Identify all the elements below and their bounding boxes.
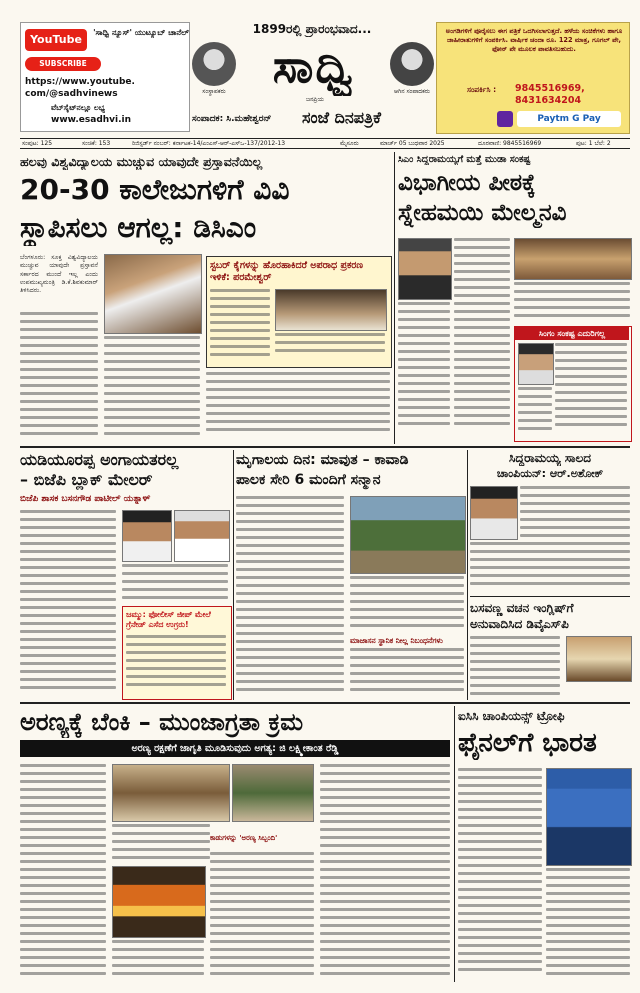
subscription-ad-text: ಅಂಗಡಿಗಳಿಗೆ ಪೂರೈಸಲು ಈಗ ಪತ್ರಿಕೆ ಒದಗಿಸಲಾಗುತ್ತದೆ. ಹಳೆಯ ಸಂಚಿಕೆಗಳು ಹಾಗೂ ಜಾಹೀರಾತುಗಳಿಗೆ ಸಂಪರ್ಕಿಸಿ. ವಾರ್ಷಿಕ ಚಂದಾ ರೂ. 122 ಮಾತ್ರ, ಗೂಗಲ್ ಪೇ, ಫೋನ್ ಪೇ ಮೂಲಕ ಪಾವತಿಸಬಹುದು.: [445, 27, 623, 53]
editor-line: ಸಂಪಾದಕ: ಸಿ.ಮಹೇಶ್ವರನ್: [192, 114, 272, 124]
ashok-kicker: ಸಿದ್ದರಾಮಯ್ಯ ಸಾಲದ: [508, 451, 592, 465]
snehamayi-photo: [398, 238, 452, 300]
cricket-photo: [546, 768, 632, 866]
ashok-story: [470, 450, 630, 700]
assembly-photo: [275, 289, 387, 331]
parameshwar-inset: [206, 256, 392, 368]
cricket-kicker: ಐಸಿಸಿ ಚಾಂಪಿಯನ್ಸ್ ಟ್ರೋಫಿ: [458, 709, 565, 723]
contact-phone-2: 8431634204: [515, 95, 582, 106]
youtube-promo-text: 'ಸಾಧ್ವಿ ನ್ಯೂಸ್' ಯುಟ್ಯೂಬ್ ಚಾನೆಲ್: [93, 28, 189, 37]
masthead: [20, 22, 630, 150]
singham-text-b: [518, 387, 552, 437]
lead-photo: [104, 254, 202, 334]
yediyurappa-sub: ಬಿಜೆಪಿ ಶಾಸಕ ಬಸನಗೌಡ ಪಾಟೀಲ್ ಯತ್ನಾಳ್: [20, 494, 151, 504]
youtube-url-line1[interactable]: https://www.youtube.: [25, 77, 135, 87]
snehamayi-headline-line2: ಸ್ನೇಹಮಯಿ ಮೇಲ್ಮನವಿ: [398, 200, 567, 226]
basava-headline-line1: ಬಸವಣ್ಣ ವಚನ ಇಂಗ್ಲಿಷ್‌ಗೆ: [470, 601, 574, 615]
forest-meeting-photo: [112, 764, 230, 822]
founder-portrait-right: [390, 42, 434, 86]
yatnal-photo: [122, 510, 172, 562]
snehamayi-story: [398, 152, 630, 444]
volume-number: ಸಂಪುಟ: 125: [22, 140, 53, 147]
singham-photo: [518, 343, 554, 385]
city: ಮೈಸೂರು: [340, 140, 359, 147]
yediyurappa-column-2: [122, 564, 228, 604]
website-url[interactable]: www.esadhvi.in: [51, 115, 132, 125]
sub-brand: ಜನಪ್ರಿಯ: [306, 96, 324, 103]
forest-column-1: [20, 764, 106, 980]
parameshwar-inset-col-1: [210, 289, 270, 363]
forest-officers-photo: [232, 764, 314, 822]
forest-column-3: [210, 852, 314, 980]
snehamayi-column-2: [514, 282, 630, 326]
yediyurappa-headline-line2: – ಬಿಜೆಪಿ ಬ್ಲಾಕ್ ಮೇಲರ್: [20, 470, 153, 489]
column-divider-3: [467, 450, 468, 700]
cricket-headline: ಫೈನಲ್‌ಗೆ ಭಾರತ: [458, 728, 597, 758]
zoo-column-3: [350, 648, 464, 698]
issue-number: ಸಂಚಿಕೆ: 153: [82, 140, 111, 147]
ashok-photo: [470, 486, 518, 540]
office-phone: ದೂರವಾಣಿ: 9845516969: [478, 140, 542, 147]
column-divider-main: [394, 152, 395, 444]
founder-right-label: ಆಗಿನ ಸಂಪಾದಕರು: [394, 88, 430, 95]
ashok-basava-rule: [470, 596, 630, 597]
zoo-headline-line1: ಮೃಗಾಲಯ ದಿನ: ಮಾವುತ – ಕಾವಾಡಿ: [236, 452, 409, 468]
contact-label: ಸಂಪರ್ಕಿಸಿ :: [467, 85, 497, 94]
lead-headline-line1: 20-30 ಕಾಲೇಜುಗಳಿಗೆ ವಿವಿ: [20, 173, 290, 206]
lead-story: [20, 152, 392, 444]
column-divider-4: [454, 706, 455, 982]
ashok-column-2: [470, 542, 630, 594]
yediyurappa-photo: [174, 510, 230, 562]
snehamayi-column-1b: [398, 302, 450, 438]
lead-body-column-1: [20, 312, 98, 442]
evening-daily: ಸಂಜೆ ದಿನಪತ್ರಿಕೆ: [302, 108, 382, 127]
forest-column-3b: [112, 940, 204, 980]
singham-subhead: ಸಿಂಗಂ ಸಂಕಷ್ಟ ಎದುರಿಗಲ್ಲ: [515, 327, 629, 340]
youtube-url-line2[interactable]: com/@sadhvinews: [25, 89, 118, 99]
payment-logos: Paytm G Pay: [517, 111, 621, 127]
zoo-column-1: [236, 496, 344, 698]
forest-column-2: [112, 824, 210, 864]
forest-fire-photo: [112, 866, 206, 938]
zoo-photo: [350, 496, 466, 574]
lead-body-column-3: [206, 372, 390, 442]
lead-headline-line2: ಸ್ಥಾಪಿಸಲು ಆಗಲ್ಲ: ಡಿಸಿಎಂ: [20, 211, 257, 244]
basava-photo: [566, 636, 632, 682]
paper-name: ಸಾಧ್ವಿ: [272, 39, 356, 93]
section-rule-1: [20, 446, 630, 448]
founder-portrait-left: [192, 42, 236, 86]
cricket-column-1: [458, 768, 542, 980]
section-rule-2: [20, 702, 630, 704]
page-price: ಪುಟ: 1 ಬೆಲೆ: 2: [576, 140, 611, 147]
forest-sub: ಅರಣ್ಯ ರಕ್ಷಣೆಗೆ ಜಾಗೃತಿ ಮೂಡಿಸುವುದು ಅಗತ್ಯ: ಜಿ ಲಕ್ಷ್ಮೀಕಾಂತ ರೆಡ್ಡಿ: [20, 740, 450, 757]
zoo-subhead: ಮಾಜಾಸನ ಸ್ಥಾನಿಕ ನೀಲ್ಲ ನಿಬಂಧನೆಗಳು: [350, 636, 443, 645]
zoo-headline-line2: ಪಾಲಕ ಸೇರಿ 6 ಮಂದಿಗೆ ಸನ್ಮಾನ: [236, 472, 381, 488]
zoo-story: [236, 450, 464, 700]
snehamayi-headline-line1: ವಿಭಾಗೀಯ ಪೀಠಕ್ಕೆ: [398, 170, 536, 196]
youtube-promo: [20, 22, 190, 132]
parameshwar-inset-title: ಸ್ಟಬರ್ ಕೈಗಳನ್ನು ಹೊರಹಾಕಿದರೆ ಅಪರಾಧ ಪ್ರಕರಣ ಇಳಿಕೆ: ಪರಮೇಶ್ವರ್: [210, 260, 364, 283]
cricket-column-2: [546, 868, 630, 980]
ashok-headline: ಚಾಂಪಿಯನ್: ಆರ್.ಅಶೋಕ್: [496, 467, 604, 480]
zoo-column-2: [350, 576, 464, 636]
ashok-column-1: [520, 486, 630, 538]
basava-column-1: [470, 636, 560, 698]
snehamayi-column-1: [454, 238, 510, 438]
jammu-inset: [122, 606, 232, 700]
youtube-logo: YouTube: [25, 29, 87, 51]
forest-column-4: [320, 764, 450, 980]
yediyurappa-headline-line1: ಯಡಿಯೂರಪ್ಪ ಅಂಗಾಯತರಲ್ಲ: [20, 450, 179, 469]
forest-photo-caption: ಕಾಡುಗಳನ್ನು 'ಅರಣ್ಯ ಸಿಬ್ಬಂದಿ': [210, 834, 278, 842]
yediyurappa-column-1: [20, 510, 116, 698]
jammu-inset-title: ಜಮ್ಮು: ಫೋಲೀಸ್ ಜೀಪ್ ಮೇಲೆ ಗ್ರೆನೇಡ್ ಎಸೆದ ಉಗ್ರರು!: [126, 610, 211, 629]
high-court-photo: [514, 238, 632, 280]
website-label: ವೆಬ್‌ಸೈಟ್‌ನಲ್ಲೂ ಲಭ್ಯ: [51, 103, 105, 112]
info-bar: [20, 138, 630, 149]
lead-body-first-para: ಬೆಂಗಳೂರು: ಸೂಕ್ತ ವಿಶ್ವವಿದ್ಯಾಲಯ ಮುಚ್ಚುವ ಯಾವುದೇ ಪ್ರಸ್ತಾವನೆ ಸರ್ಕಾರದ ಮುಂದೆ ಇಲ್ಲ ಎಂದು ಉಪಮುಖ್ಯಮಂತ್ರಿ ಡಿ.ಕೆ.ಶಿವಕುಮಾರ್ ತಿಳಿಸಿದರು.: [20, 254, 98, 295]
since-line: 1899ರಲ್ಲಿ ಪ್ರಾರಂಭವಾದ...: [252, 22, 372, 36]
contact-phone-1: 9845516969,: [515, 83, 585, 94]
singham-text: [555, 343, 627, 437]
snehamayi-kicker: ಸಿಎಂ ಸಿದ್ದರಾಮಯ್ಯಗೆ ಮತ್ತೆ ಮುಡಾ ಸಂಕಷ್ಟ: [398, 154, 531, 165]
forest-story: [20, 706, 450, 982]
issue-date: ಮಾರ್ಚ್ 05 ಬುಧವಾರ 2025: [380, 140, 445, 147]
subscription-ad: [436, 22, 630, 134]
singham-box: [514, 326, 632, 442]
parameshwar-inset-col-2: [275, 333, 385, 363]
subscribe-button[interactable]: SUBSCRIBE: [25, 57, 101, 71]
cricket-story: [458, 706, 630, 982]
founder-left-label: ಸಂಸ್ಥಾಪಕರು: [202, 88, 226, 95]
lead-body-column-2: [104, 336, 200, 442]
yediyurappa-story: [20, 450, 230, 700]
registration-number: ರಿಜಿಸ್ಟರ್ಡ್ ನಂಬರ್: ಕರ್ನಾಟಕ-14/ಎಂಎಸ್-ಆರ್-ಎಸ್‌ಒ-137/2012-13: [132, 140, 286, 147]
basava-headline-line2: ಅನುವಾದಿಸಿದ ಡಿವೈಎಸ್‌ಪಿ: [470, 617, 569, 631]
jammu-inset-text: [126, 635, 226, 695]
phonepe-icon: [497, 111, 513, 127]
forest-headline: ಅರಣ್ಯಕ್ಕೆ ಬೆಂಕಿ – ಮುಂಜಾಗ್ರತಾ ಕ್ರಮ: [20, 708, 304, 736]
lead-kicker: ಹಲವು ವಿಶ್ವವಿದ್ಯಾಲಯ ಮುಚ್ಚುವ ಯಾವುದೇ ಪ್ರಸ್ತಾವನೆಯಿಲ್ಲ: [20, 154, 263, 169]
column-divider-2: [233, 450, 234, 700]
